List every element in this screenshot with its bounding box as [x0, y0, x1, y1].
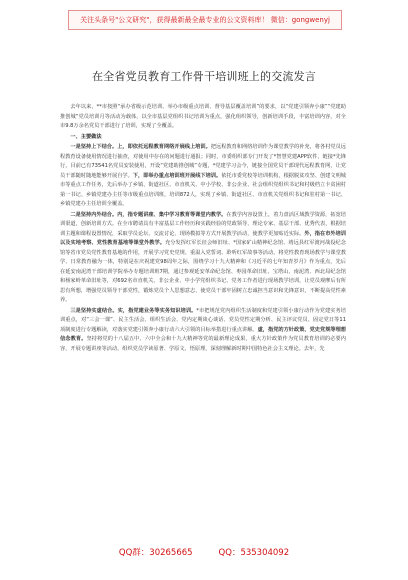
- paragraph-2-lead: 二是坚持内外结合。内，指专题讲座、集中学习教育等课堂内教学。: [70, 211, 227, 218]
- qq-label: QQ：: [218, 548, 241, 558]
- document-title: 在全省党员教育工作骨干培训班上的交流发言: [92, 70, 316, 83]
- contact-footer: [0, 546, 408, 558]
- paragraph-3-lead-2: 虚，指党的方针政策、党史党规等理想信念教育。: [60, 326, 346, 342]
- paragraph-3-body: *市把规范党内组织生活制度和党建引领小康行动作为党建实务培训重点，对“三会一课”、民主生活会、组织生活会、党内定期谈心谈话、党员党性定期分析、民主评议党员、固定党日等11项制度进行专题解读，对落实党建引领奔小康行动六大引领的目标举措进行重点讲解。: [60, 307, 346, 333]
- paragraph-2: [60, 211, 346, 306]
- paragraph-1-body-2: 依托市委党校等培训机构，根据脱贫攻坚、创建文明城市等重点工作任务，先后举办了乡镇、街道社区、市直机关、中小学校、非公企业、社会组织党组织书记和村级档立卡贫困村第一书记、乡镇党建办主任等市级重点培训班，培训872人，实现了乡镇、街道社区、市直机关党组织书记和驻村第一书记、乡镇党建办主任培训全覆盖。: [60, 172, 346, 207]
- paragraph-1-body: 把远程教育和网络培训作为课堂教学的补充，将各村党员远程教育设备使用情况进行抽查，对使用中存在的问题进行通报；同时，市委组织部专门开发了*智慧党建APP软件，链接*先锋行，目前已有73541名党员安装使用，开设“党建助推创城”专题，*党建学习会今，链接全国党员干部现代远程教育网，让党员干部随时随地能够开展自学。: [60, 144, 346, 179]
- qq-number: 535304092: [240, 548, 290, 558]
- intro-paragraph: 去年以来，**市按照“承办省级示范培训、举办市级重点培训、督导基层覆盖培训”的要求，以“党建引领奔小康”“党建助推创城”党员培训月等活动为载体，以全市基层党组织书记培训为重点，强化组织领导，创新培训手段，丰富培训内容，对全市9.8万余名党员干部进行了培训，实现了全覆盖。: [60, 104, 346, 129]
- paragraph-2-body-2: 充分发挥红军长征会师旧址、*国家矿山精神纪念馆、靖远县红军渡河战役纪念馆等省市党员党性教育基地的作用，开展学习党史党规、重温入党誓词、聆听红军故事等活动，将党性教育现场教学与课堂教学、日常教育融为一体，特别是在庆祝建党98周年之际，围绕学习十九大精神和《习近平的七年知青岁月》作为重点，先后在延安南泥湾干部培训学院举办专题培训班7期，通过参观延安革命纪念馆、枣园革命旧址、宝塔山、南泥湾、西北局纪念馆和杨家岭革命旧址等，对692名市直机关、非公企业、中小学党组织书记、党务工作者进行现场教学培训，让党员观摩后有所思有所想，增强党员领导干部党性，锻炼党员个人思想意志，使党员干部牢固树立忠诚担当意识和先锋意识，不断提高党性素养。: [60, 240, 346, 303]
- paragraph-3-lead: 三是坚持实虚结合。实，指党建业务等实务知识培训。: [70, 307, 197, 314]
- paragraph-2-body: 在教学内容设置上，着力盘活区域教学资源，拓宽培训渠道，创新培训方式。在全市聘请具有丰富基层工作经历和实践经验的党政领导、理论专家、基层干部、优秀代表，根据培训主题和课程设置情况，采取学员论坛、交流讨论、现场模拟等方式开展教学活动，使教学更加贴近实际。: [60, 211, 346, 237]
- paragraph-3-body-2: 坚持将党的十八届五中、六中全会和十九大精神等党的最新理论成果，重大方针政策作为党员教育培训的必要内容，开展专题讲座等活动，组织党员学读原著、学原文、悟原理，深刻理解新时期中国特色社会主义理论。去年，先: [60, 336, 346, 352]
- top-promo-banner: [68, 10, 342, 30]
- qq-group-number: 30265665: [149, 548, 193, 558]
- qq-group-label: QQ群：: [118, 548, 150, 558]
- paragraph-1: [60, 143, 346, 210]
- document-body: [60, 103, 346, 533]
- qq-contact: [219, 546, 290, 558]
- qq-group-contact: [119, 546, 193, 558]
- banner-text: 关注头条号"公文研究"，获得最新最全最专业的公文资料库！ 微信：gongwenyj: [80, 16, 330, 24]
- paragraph-1-lead-2: 下，即举办重点培训班开展线下培训。: [132, 172, 222, 179]
- section-heading: 一、主要做法: [70, 133, 102, 140]
- paragraph-2-lead-2: 外，指在市外培训以及实地考察、党性教育基地等课堂外教学。: [60, 230, 346, 246]
- paragraph-1-lead: 一是坚持上下结合。上，即依托远程教育网络开展线上培训。: [70, 144, 211, 150]
- paragraph-3: [60, 307, 346, 355]
